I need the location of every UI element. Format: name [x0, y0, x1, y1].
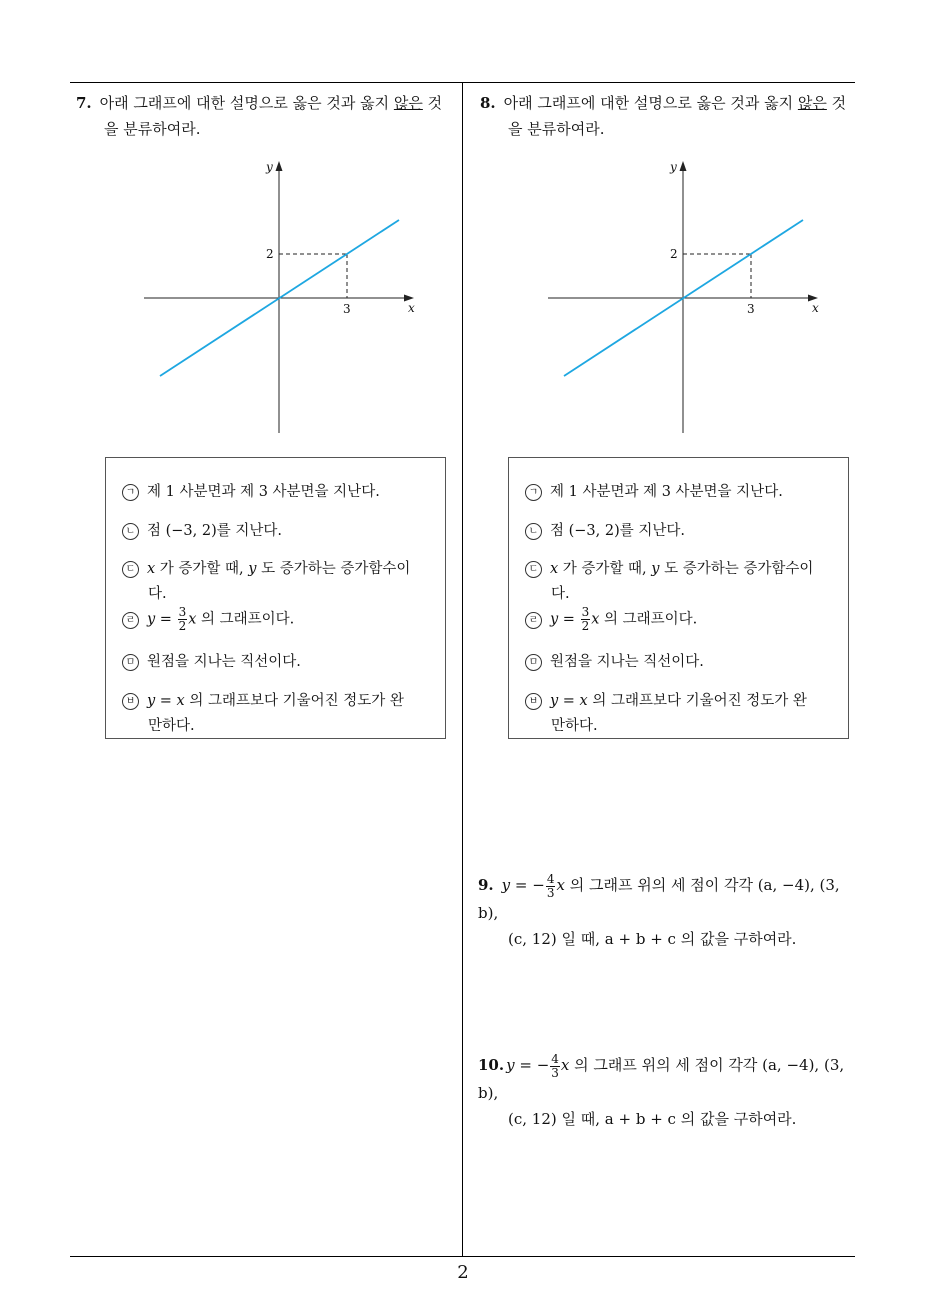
problem-10-line-2: (c, 12) 일 때, a + b + c 의 값을 구하여라. — [508, 1109, 797, 1128]
problem-9-line-1: 9. y = − $\frac{4}{3}$ x 의 그래프 위의 세 점이 각각 (a, −4), (3, b), — [478, 871, 840, 922]
x-axis-label: x — [408, 301, 415, 315]
circled-marker: ㄷ — [525, 561, 542, 578]
y-axis-label: y — [670, 160, 677, 174]
statement-1: ㄱ 제 1 사분면과 제 3 사분면을 지난다. — [122, 480, 431, 505]
circled-marker: ㄱ — [122, 484, 139, 501]
problem-number: 8. — [480, 94, 496, 112]
underlined-word: 않은 — [797, 94, 827, 112]
problem-number: 7. — [76, 94, 92, 112]
page-number: 2 — [457, 1262, 469, 1283]
circled-marker: ㄱ — [525, 484, 542, 501]
circled-marker: ㅂ — [122, 693, 139, 710]
problem-9 — [478, 872, 863, 952]
problem-7-statements-box — [105, 457, 446, 739]
circled-marker: ㄹ — [122, 612, 139, 629]
problem-8-graph — [544, 155, 824, 437]
statement-2: ㄴ 점 (−3, 2)를 지난다. — [122, 519, 431, 544]
statement-5: ㅁ 원점을 지나는 직선이다. — [525, 650, 834, 675]
problem-number: 10. — [478, 1056, 505, 1074]
x-axis-label: x — [812, 301, 819, 315]
statement-3: ㄷ x 가 증가할 때, y 도 증가하는 증가함수이 다. — [525, 557, 834, 607]
x-tick-label: 3 — [343, 302, 351, 316]
circled-marker: ㄴ — [525, 523, 542, 540]
problem-7-graph — [140, 155, 420, 437]
statement-6: ㅂ y = x 의 그래프보다 기울어진 정도가 완 만하다. — [525, 689, 834, 739]
fraction: $\frac{3}{2}$ — [178, 605, 187, 633]
y-axis-label: y — [266, 160, 273, 174]
bottom-rule — [70, 1256, 855, 1257]
circled-marker: ㅁ — [525, 654, 542, 671]
statement-2: ㄴ 점 (−3, 2)를 지난다. — [525, 519, 834, 544]
y-axis-arrow — [680, 161, 687, 171]
problem-10 — [478, 1052, 863, 1132]
statement-5: ㅁ 원점을 지나는 직선이다. — [122, 650, 431, 675]
problem-7-line-2: 을 분류하여라. — [104, 120, 201, 138]
fraction: $\frac{3}{2}$ — [581, 605, 590, 633]
circled-marker: ㄴ — [122, 523, 139, 540]
x-tick-label: 3 — [747, 302, 755, 316]
problem-8 — [480, 90, 860, 142]
statement-4: ㄹ y = $\frac{3}{2}$ x 의 그래프이다. — [525, 606, 834, 633]
statement-4: ㄹ y = $\frac{3}{2}$ x 의 그래프이다. — [122, 606, 431, 633]
problem-9-line-2: (c, 12) 일 때, a + b + c 의 값을 구하여라. — [508, 929, 797, 948]
y-axis-arrow — [276, 161, 283, 171]
underlined-word: 않은 — [393, 94, 423, 112]
problem-8-statements-box — [508, 457, 849, 739]
fraction: $\frac{4}{3}$ — [546, 871, 555, 900]
statement-3: ㄷ x 가 증가할 때, y 도 증가하는 증가함수이 다. — [122, 557, 431, 607]
fraction: $\frac{4}{3}$ — [551, 1051, 559, 1080]
column-divider — [462, 82, 463, 1257]
statement-1: ㄱ 제 1 사분면과 제 3 사분면을 지난다. — [525, 480, 834, 505]
y-tick-label: 2 — [670, 247, 678, 261]
statement-6: ㅂ y = x 의 그래프보다 기울어진 정도가 완 만하다. — [122, 689, 431, 739]
problem-10-line-1: 10. y = − $\frac{4}{3}$ x 의 그래프 위의 세 점이 각각 (a, −4), (3, b), — [478, 1051, 845, 1102]
problem-7-line-1: 7. 아래 그래프에 대한 설명으로 옳은 것과 옳지 않은 것 — [76, 94, 443, 112]
problem-8-line-1: 8. 아래 그래프에 대한 설명으로 옳은 것과 옳지 않은 것 — [480, 94, 847, 112]
y-tick-label: 2 — [266, 247, 274, 261]
problem-7 — [76, 90, 456, 142]
problem-number: 9. — [478, 876, 494, 894]
problem-8-line-2: 을 분류하여라. — [508, 120, 605, 138]
circled-marker: ㅂ — [525, 693, 542, 710]
circled-marker: ㄹ — [525, 612, 542, 629]
circled-marker: ㅁ — [122, 654, 139, 671]
circled-marker: ㄷ — [122, 561, 139, 578]
